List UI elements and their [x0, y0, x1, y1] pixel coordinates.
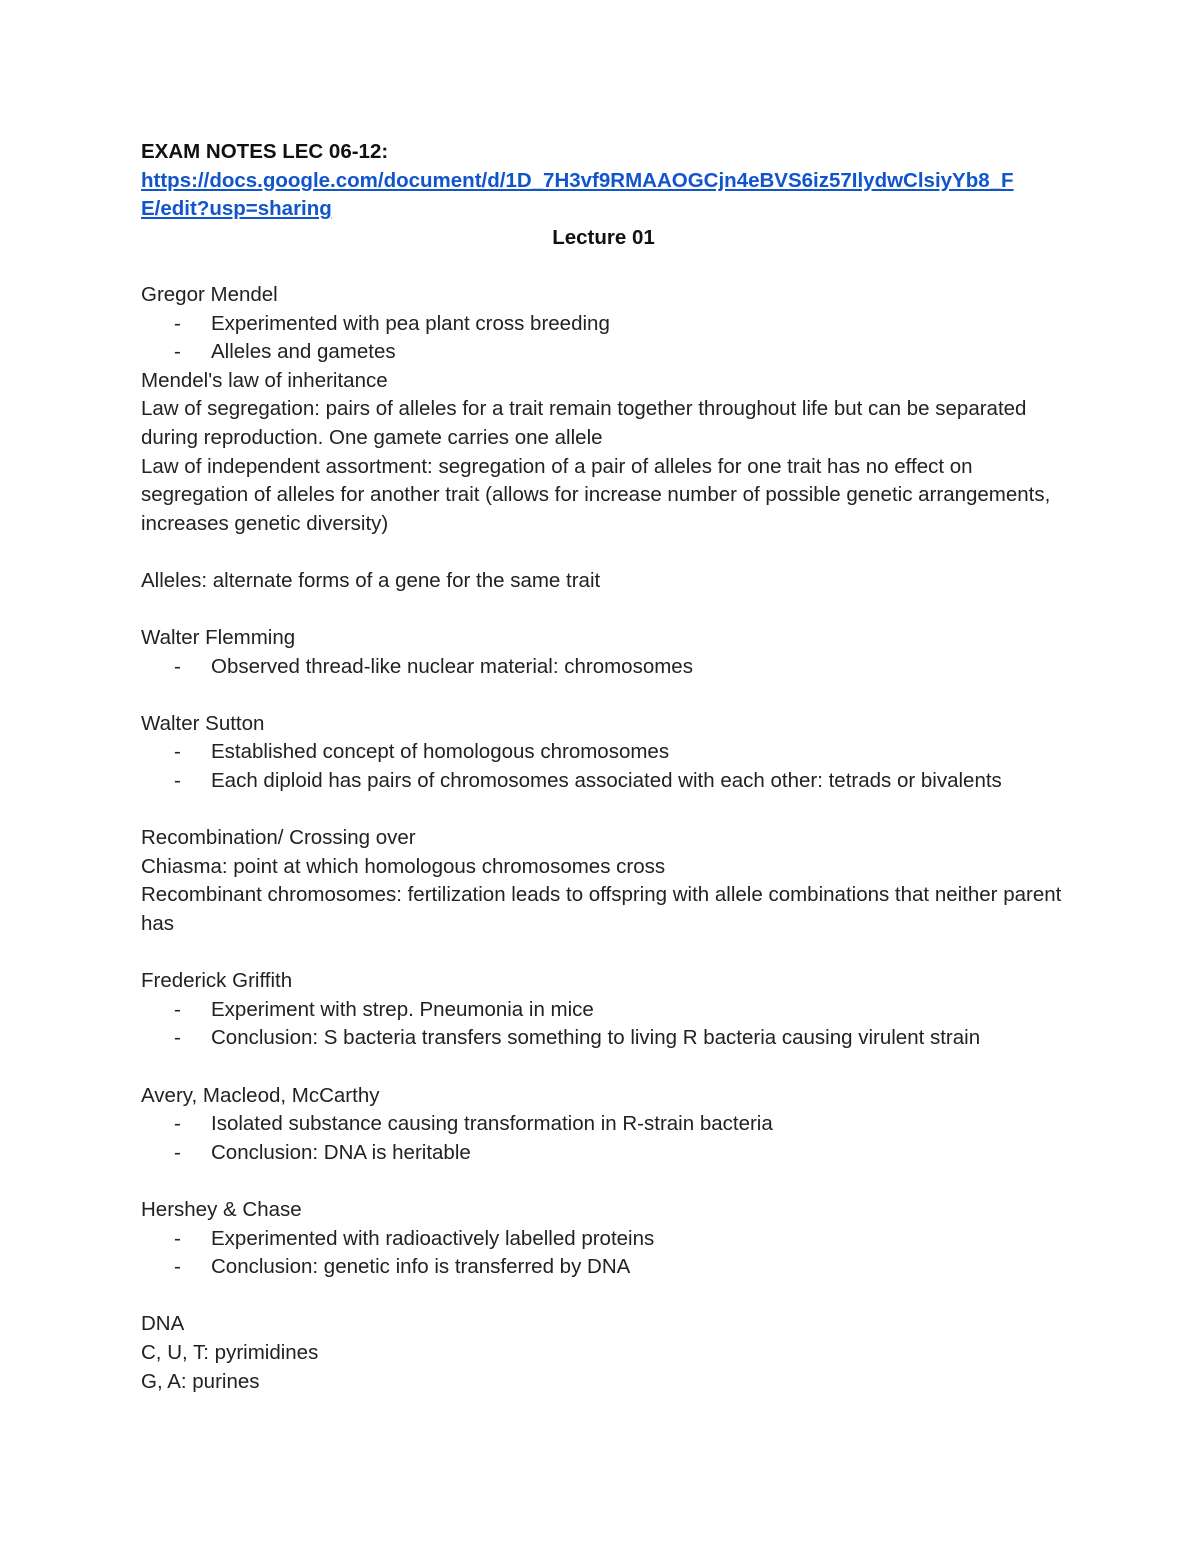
hershey-bullet-list: [141, 1225, 1066, 1282]
dash-marker: -: [174, 740, 181, 764]
dash-marker: -: [174, 1226, 181, 1250]
shared-doc-link-line-1: https://docs.google.com/document/d/1D_7H3vf9RMAAOGCjn4eBVS6iz57IlydwClsiyYb8_F: [141, 168, 1014, 192]
mendel-law-heading: Mendel's law of inheritance: [141, 368, 388, 392]
document-title: EXAM NOTES LEC 06-12:: [141, 140, 389, 163]
recombinant-chromosomes-definition: Recombinant chromosomes: fertilization leads to offspring with allele combinations that neither parent has: [141, 883, 1062, 936]
spacer: [141, 681, 1066, 710]
flemming-bullet-list: [141, 653, 1066, 682]
dash-marker: -: [174, 1255, 181, 1279]
section-heading-griffith: Frederick Griffith: [141, 969, 293, 993]
spacer: [141, 1053, 1066, 1082]
dash-marker: -: [174, 1112, 181, 1136]
list-item-text: Isolated substance causing transformation in R-strain bacteria: [211, 1112, 773, 1136]
section-heading-sutton: Walter Sutton: [141, 711, 265, 735]
recombination-heading: Recombination/ Crossing over: [141, 826, 416, 850]
lecture-heading: Lecture 01: [552, 225, 655, 249]
chiasma-definition: Chiasma: point at which homologous chromosomes cross: [141, 854, 666, 878]
list-item: [141, 1139, 1066, 1168]
shared-doc-link-line-2: E/edit?usp=sharing: [141, 197, 332, 221]
dash-marker: -: [174, 340, 181, 364]
spacer: [141, 1167, 1066, 1196]
section-heading-mendel: Gregor Mendel: [141, 282, 278, 306]
law-of-independent-assortment: Law of independent assortment: segregation of a pair of alleles for one trait has no effect on segregation of alleles for another trait (allows for increase number of possible genetic arrangements, increases genetic diversity): [141, 454, 1051, 535]
list-item: [141, 1225, 1066, 1254]
list-item-text: Established concept of homologous chromosomes: [211, 740, 670, 764]
document-page: [141, 138, 1066, 1396]
list-item: [141, 1110, 1066, 1139]
list-item-text: Experimented with pea plant cross breeding: [211, 311, 610, 335]
avery-bullet-list: [141, 1110, 1066, 1167]
list-item-text: Experimented with radioactively labelled proteins: [211, 1226, 655, 1250]
purines-line: G, A: purines: [141, 1369, 260, 1393]
spacer: [141, 1282, 1066, 1311]
section-heading-hershey: Hershey & Chase: [141, 1197, 302, 1221]
list-item-text: Conclusion: genetic info is transferred by DNA: [211, 1255, 631, 1279]
list-item: [141, 310, 1066, 339]
dash-marker: -: [174, 1140, 181, 1164]
shared-doc-link[interactable]: [141, 167, 1066, 224]
dash-marker: -: [174, 311, 181, 335]
list-item-text: Experiment with strep. Pneumonia in mice: [211, 997, 594, 1021]
spacer: [141, 596, 1066, 625]
section-heading-avery: Avery, Macleod, McCarthy: [141, 1083, 380, 1107]
list-item: [141, 1253, 1066, 1282]
spacer: [141, 939, 1066, 968]
spacer: [141, 796, 1066, 825]
list-item: [141, 738, 1066, 767]
list-item-text: Alleles and gametes: [211, 340, 396, 364]
spacer: [141, 538, 1066, 567]
law-of-segregation: Law of segregation: pairs of alleles for a trait remain together throughout life but can be separated during reproduction. One gamete carries one allele: [141, 397, 1027, 449]
list-item: [141, 653, 1066, 682]
list-item-text: Conclusion: S bacteria transfers something to living R bacteria causing virulent strain: [211, 1026, 981, 1050]
dash-marker: -: [174, 654, 181, 678]
alleles-definition: Alleles: alternate forms of a gene for the same trait: [141, 568, 601, 592]
list-item-text: Observed thread-like nuclear material: chromosomes: [211, 654, 693, 678]
dash-marker: -: [174, 1026, 181, 1050]
dash-marker: -: [174, 769, 181, 793]
list-item: [141, 1024, 1066, 1053]
list-item: [141, 767, 1066, 796]
dna-heading: DNA: [141, 1312, 185, 1336]
mendel-bullet-list: [141, 310, 1066, 367]
list-item: [141, 338, 1066, 367]
pyrimidines-line: C, U, T: pyrimidines: [141, 1340, 319, 1364]
list-item-text: Conclusion: DNA is heritable: [211, 1140, 471, 1164]
sutton-bullet-list: [141, 738, 1066, 795]
list-item-text: Each diploid has pairs of chromosomes associated with each other: tetrads or bivalents: [211, 769, 1002, 793]
section-heading-flemming: Walter Flemming: [141, 626, 296, 650]
list-item: [141, 996, 1066, 1025]
dash-marker: -: [174, 997, 181, 1021]
griffith-bullet-list: [141, 996, 1066, 1053]
